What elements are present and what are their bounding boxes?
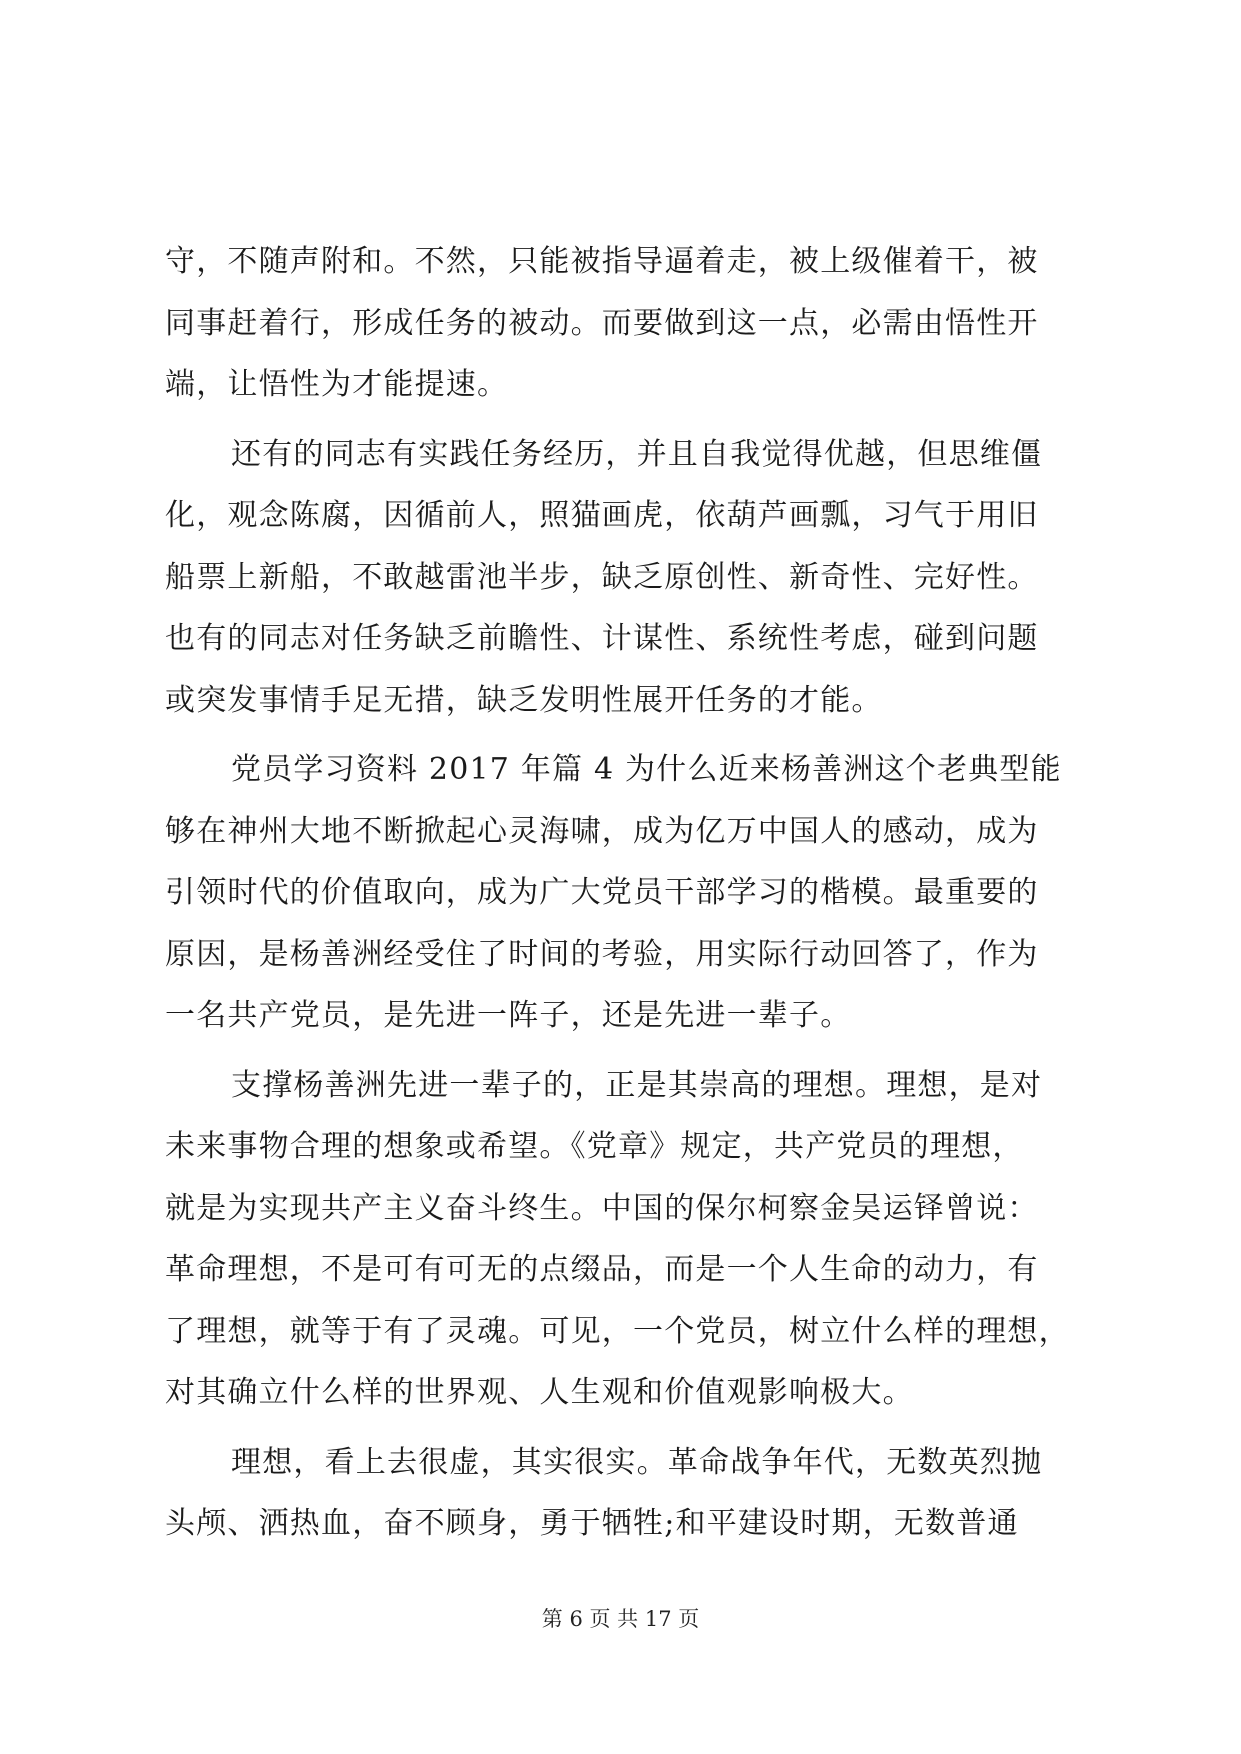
text-line: 引领时代的价值取向，成为广大党员干部学习的楷模。最重要的 <box>165 875 1039 910</box>
text-line: 支撑杨善洲先进一辈子的，正是其崇高的理想。理想，是对 <box>231 1067 1043 1103</box>
text-line: 守，不随声附和。不然，只能被指导逼着走，被上级催着干，被 <box>165 244 1039 279</box>
paragraph-3 <box>165 739 1085 1047</box>
page-number-footer: 第 6 页 共 17 页 <box>541 1607 700 1631</box>
text-line: 未来事物合理的想象或希望。《党章》规定，共产党员的理想， <box>165 1129 1024 1164</box>
paragraph-2 <box>165 424 1085 732</box>
text-line: 革命理想，不是可有可无的点缀品，而是一个人生命的动力，有 <box>165 1252 1039 1287</box>
text-line: 一名共产党员，是先进一阵子，还是先进一辈子。 <box>165 998 852 1033</box>
text-line: 原因，是杨善洲经受住了时间的考验，用实际行动回答了，作为 <box>165 936 1039 972</box>
text-line: 船票上新船，不敢越雷池半步，缺乏原创性、新奇性、完好性。 <box>165 559 1039 595</box>
text-line: 党员学习资料 2017 年篇 4 为什么近来杨善洲这个老典型能 <box>231 752 1062 787</box>
text-line: 端，让悟性为才能提速。 <box>165 367 509 402</box>
text-line: 就是为实现共产主义奋斗终生。中国的保尔柯察金吴运铎曾说： <box>165 1190 1039 1226</box>
text-line: 头颅、洒热血，奋不顾身，勇于牺牲;和平建设时期，无数普通 <box>165 1506 1019 1541</box>
document-body <box>165 231 1085 1555</box>
text-line: 化，观念陈腐，因循前人，照猫画虎，依葫芦画瓢，习气于用旧 <box>165 498 1039 533</box>
text-line: 或突发事情手足无措，缺乏发明性展开任务的才能。 <box>165 682 883 718</box>
text-line: 同事赶着行，形成任务的被动。而要做到这一点，必需由悟性开 <box>165 305 1039 341</box>
text-line: 还有的同志有实践任务经历，并且自我觉得优越，但思维僵 <box>231 436 1043 472</box>
paragraph-1 <box>165 231 1085 416</box>
text-line: 够在神州大地不断掀起心灵海啸，成为亿万中国人的感动，成为 <box>165 813 1039 849</box>
text-line: 对其确立什么样的世界观、人生观和价值观影响极大。 <box>165 1375 914 1410</box>
text-line: 理想，看上去很虚，其实很实。革命战争年代，无数英烈抛 <box>231 1444 1043 1480</box>
text-line: 也有的同志对任务缺乏前瞻性、计谋性、系统性考虑，碰到问题 <box>165 621 1039 656</box>
paragraph-4 <box>165 1055 1085 1424</box>
paragraph-5 <box>165 1432 1085 1555</box>
text-line: 了理想，就等于有了灵魂。可见，一个党员，树立什么样的理想， <box>165 1313 1070 1349</box>
